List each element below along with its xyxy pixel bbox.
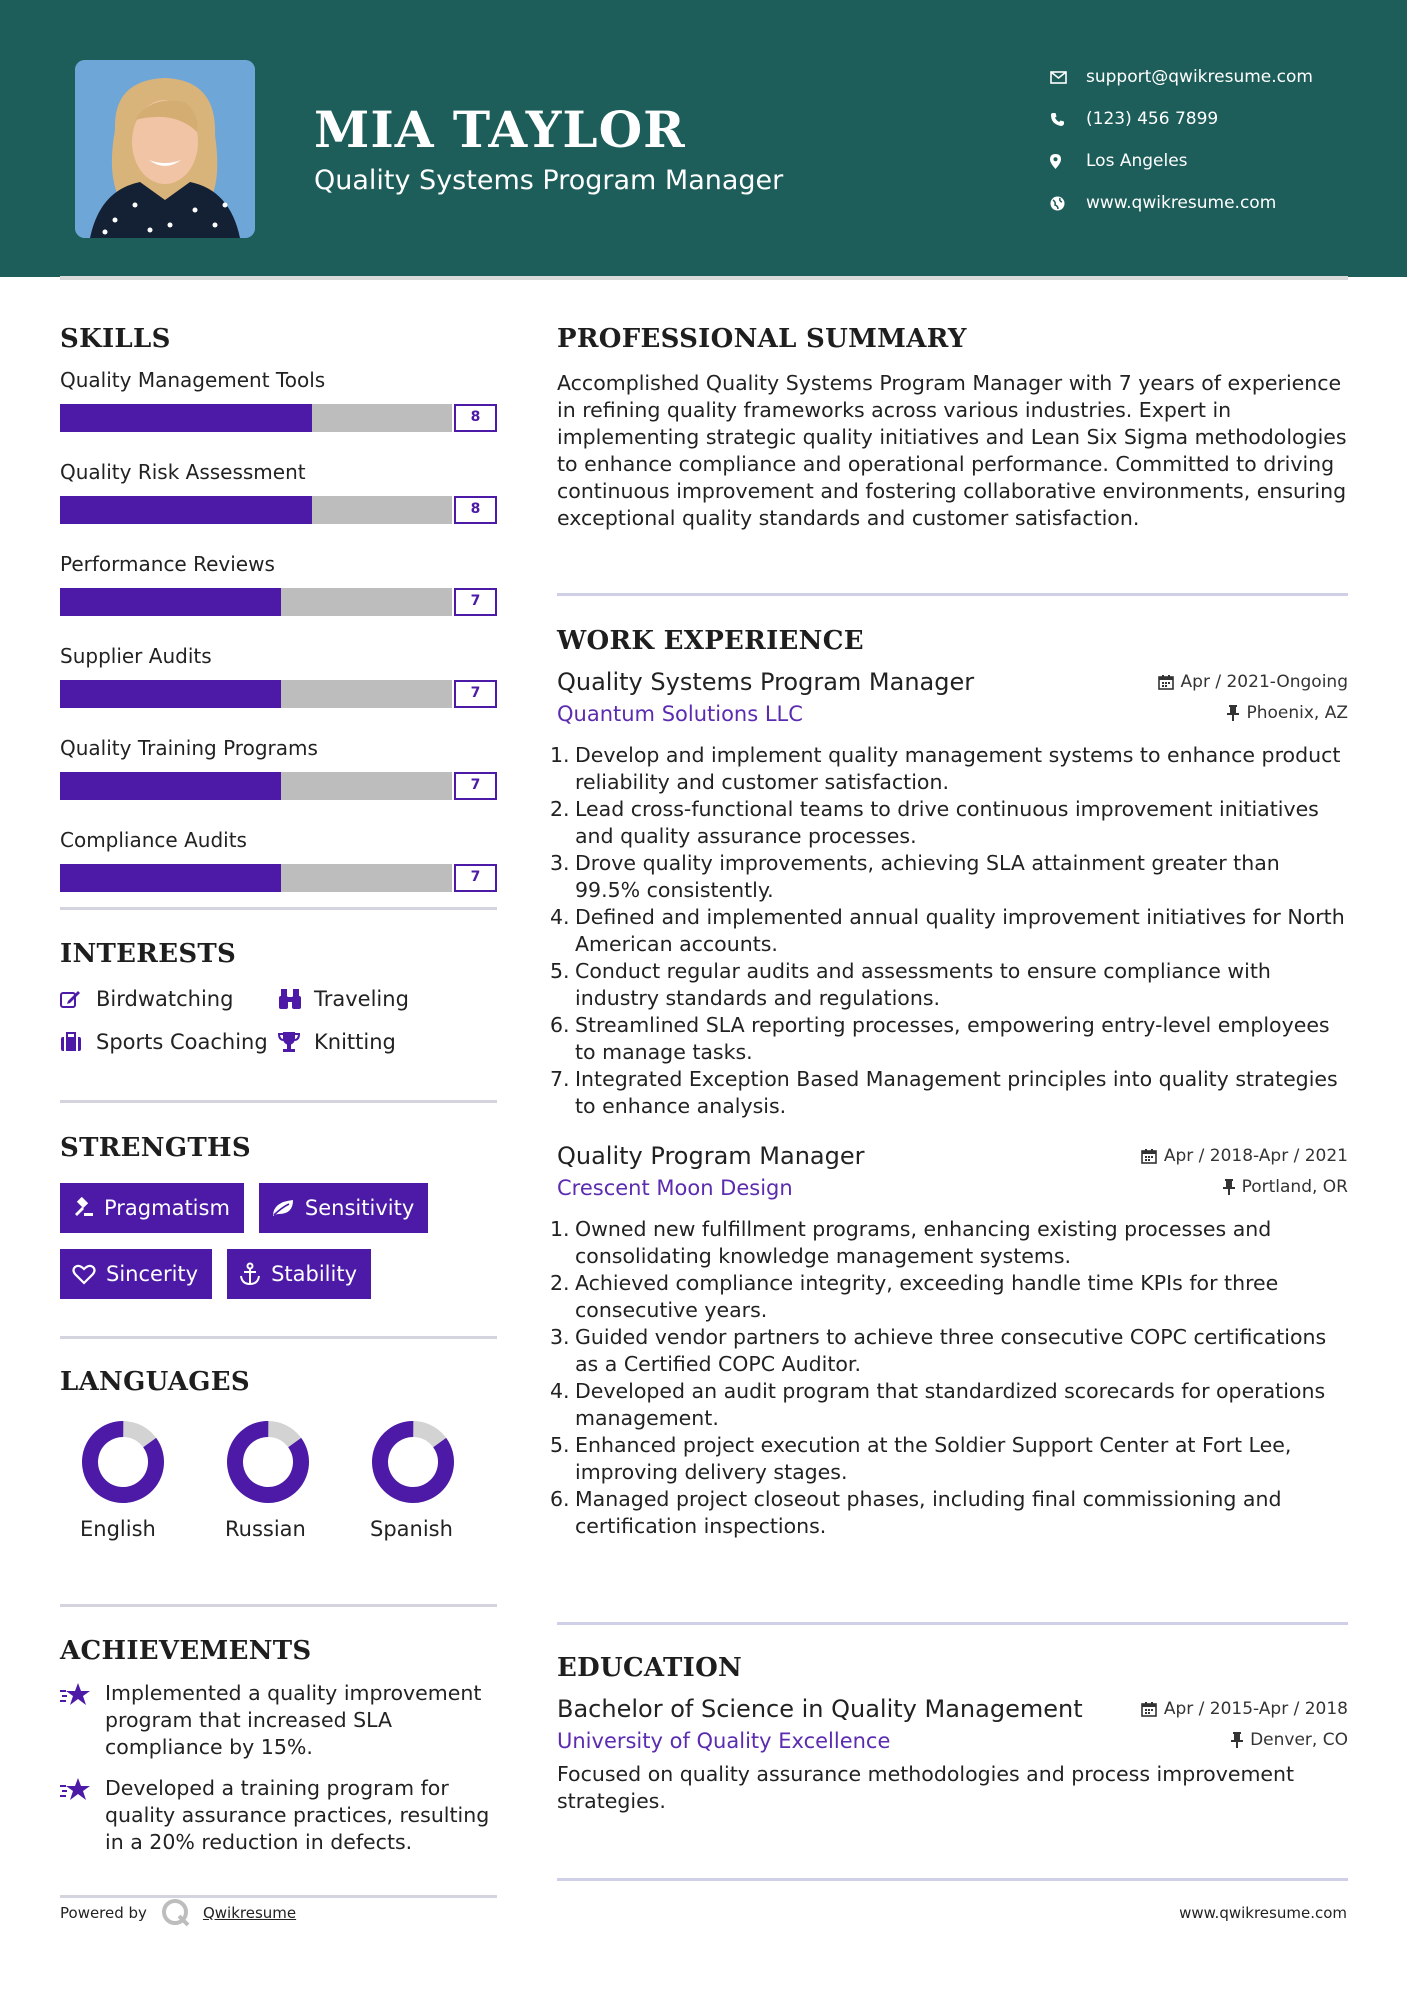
language-item [60,1419,205,1541]
skill-bar-fill [60,772,281,800]
language-item [350,1419,495,1541]
skill-bar [60,772,497,800]
job-role: Quality Program Manager [557,1142,865,1170]
interest-label: Sports Coaching [96,1030,268,1054]
job-entry [550,668,1348,1120]
education-dates [1141,1699,1348,1719]
achievements-heading: ACHIEVEMENTS [60,1636,312,1666]
skill-label: Performance Reviews [60,552,275,576]
strength-tag [259,1183,428,1233]
contact-list [1050,56,1370,224]
skill-bar-fill [60,864,281,892]
skill-bar [60,680,497,708]
language-level-arc [225,1419,311,1505]
anchor-icon [239,1262,261,1286]
binoculars-icon [278,988,314,1010]
skill-item [60,644,497,708]
strengths-list [60,1183,497,1299]
skill-bar [60,864,497,892]
calendar-icon [1141,1148,1157,1164]
bullet-text: Managed project closeout phases, including final commissioning and certification inspections. [575,1487,1282,1538]
leaf-icon [271,1198,295,1218]
interests-heading: INTERESTS [60,939,237,969]
summary-heading: PROFESSIONAL SUMMARY [557,324,967,354]
pushpin-icon [1227,705,1239,721]
achievements-section [60,1636,497,1856]
map-pin-icon [1050,154,1086,169]
strength-label: Sincerity [106,1262,199,1286]
strength-label: Stability [271,1262,358,1286]
job-company: Crescent Moon Design [557,1176,793,1200]
star-badge-icon [60,1775,105,1856]
language-level-arc [370,1419,456,1505]
trophy-icon [278,1031,314,1053]
bullet-item: 1. Develop and implement quality management systems to enhance product reliability and customer satisfaction. [557,742,1348,796]
skill-item [60,736,497,800]
bullet-text: Streamlined SLA reporting processes, empowering entry-level employees to manage tasks. [575,1013,1330,1064]
contact-website-text: www.qwikresume.com [1086,193,1277,213]
heart-icon [72,1264,96,1285]
job-location-text: Phoenix, AZ [1246,703,1348,723]
skill-score-badge: 7 [454,864,497,892]
skill-label: Quality Management Tools [60,368,326,392]
language-donut [80,1419,166,1505]
bullet-text: Integrated Exception Based Management principles into quality strategies to enhance analysis. [575,1067,1338,1118]
contact-phone-text: (123) 456 7899 [1086,109,1219,129]
bullet-text: Guided vendor partners to achieve three consecutive COPC certifications as a Certified COPC Auditor. [575,1325,1327,1376]
strength-label: Pragmatism [104,1196,230,1220]
skill-bar-fill [60,588,281,616]
education-location [1231,1730,1348,1750]
skill-score-badge: 8 [454,496,497,524]
phone-icon [1050,112,1086,127]
bullet-text: Develop and implement quality management systems to enhance product reliability and customer satisfaction. [575,743,1341,794]
bullet-text: Developed an audit program that standardized scorecards for operations management. [575,1379,1326,1430]
education-text: Focused on quality assurance methodologies and process improvement strategies. [557,1762,1295,1813]
bullet-item: 3. Guided vendor partners to achieve three consecutive COPC certifications as a Certified COPC Auditor. [557,1324,1348,1378]
language-label: English [80,1517,156,1541]
bullet-item: 2. Lead cross-functional teams to drive continuous improvement initiatives and quality assurance processes. [557,796,1348,850]
skill-bar-fill [60,680,281,708]
left-divider [60,1336,497,1339]
bullet-text: Drove quality improvements, achieving SLA attainment greater than 99.5% consistently. [575,851,1280,902]
envelope-icon [1050,71,1086,84]
education-section [557,1653,1348,1815]
interest-item [278,1030,498,1054]
education-dates-text: Apr / 2015-Apr / 2018 [1163,1699,1348,1719]
right-divider [557,593,1348,596]
skill-label: Quality Risk Assessment [60,460,306,484]
job-location [1227,703,1348,723]
bullet-item: 2. Achieved compliance integrity, exceeding handle time KPIs for three consecutive years. [557,1270,1348,1324]
left-divider [60,907,497,910]
achievement-text: Developed a training program for quality assurance practices, resulting in a 20% reduction in defects. [105,1776,490,1854]
bullet-item: 6. Managed project closeout phases, including final commissioning and certification inspections. [557,1486,1348,1540]
bullet-text: Lead cross-functional teams to drive continuous improvement initiatives and quality assurance processes. [575,797,1319,848]
job-dates [1141,1146,1348,1166]
education-location-text: Denver, CO [1250,1730,1348,1750]
bullet-item: 4. Developed an audit program that standardized scorecards for operations management. [557,1378,1348,1432]
qwikresume-logo-icon [161,1898,191,1928]
language-label: Spanish [370,1517,453,1541]
skill-score-badge: 7 [454,680,497,708]
experience-section [550,626,1348,1540]
languages-section [60,1367,497,1541]
job-company: Quantum Solutions LLC [557,702,803,726]
summary-text: Accomplished Quality Systems Program Manager with 7 years of experience in refining quality frameworks across various industries. Expert in implementing strategic quality initiatives and Lean Six Sigma methodologies to enhance compliance and operational performance. Committed to driving continuous improvement and fostering collaborative environments, ensuring exceptional quality standards and customer satisfaction. [557,371,1347,530]
job-dates-text: Apr / 2021-Ongoing [1180,672,1348,692]
skills-list [60,368,497,892]
interest-item [278,987,498,1011]
skill-item [60,828,497,892]
footer-website[interactable]: www.qwikresume.com [1179,1904,1347,1922]
bullet-item: 5. Enhanced project execution at the Soldier Support Center at Fort Lee, improving delivery stages. [557,1432,1348,1486]
skill-bar-fill [60,496,312,524]
skill-label: Compliance Audits [60,828,247,852]
skill-bar [60,496,497,524]
interest-label: Traveling [314,987,409,1011]
language-label: Russian [225,1517,306,1541]
skill-label: Quality Training Programs [60,736,318,760]
job-dates [1158,672,1348,692]
strength-tag [227,1249,371,1299]
pushpin-icon [1223,1179,1235,1195]
bullet-text: Owned new fulfillment programs, enhancing existing processes and consolidating knowledge management systems. [575,1217,1272,1268]
job-entry [550,1142,1348,1540]
bullet-item: 3. Drove quality improvements, achieving SLA attainment greater than 99.5% consistently. [557,850,1348,904]
skill-item [60,552,497,616]
strengths-section [60,1133,497,1299]
achievement-item [60,1680,497,1761]
pencil-square-icon [60,989,96,1009]
strength-label: Sensitivity [304,1196,415,1220]
strengths-heading: STRENGTHS [60,1133,251,1163]
bullet-text: Defined and implemented annual quality improvement initiatives for North American accounts. [575,905,1345,956]
interest-label: Birdwatching [96,987,234,1011]
skill-bar [60,588,497,616]
contact-email-text: support@qwikresume.com [1086,67,1313,87]
contact-location-text: Los Angeles [1086,151,1188,171]
bullet-item: 7. Integrated Exception Based Management principles into quality strategies to enhance analysis. [557,1066,1348,1120]
right-divider [557,1878,1348,1881]
skill-item [60,460,497,524]
skills-heading: SKILLS [60,324,171,354]
left-divider [60,1100,497,1103]
interests-section [60,939,497,1054]
skill-bar [60,404,497,432]
summary-section [557,324,1348,532]
interest-item [60,1030,278,1054]
interest-item [60,987,278,1011]
bullet-text: Conduct regular audits and assessments to ensure compliance with industry standards and regulations. [575,959,1271,1010]
job-bullets [550,742,1348,1120]
job-location-text: Portland, OR [1241,1177,1348,1197]
strength-tag [60,1249,212,1299]
footer-powered-by [60,1898,296,1928]
left-divider [60,1604,497,1607]
bullet-text: Achieved compliance integrity, exceeding handle time KPIs for three consecutive years. [575,1271,1279,1322]
powered-by-label: Powered by [60,1904,147,1922]
bullet-item: 5. Conduct regular audits and assessments to ensure compliance with industry standards and regulations. [557,958,1348,1012]
skill-item [60,368,497,432]
languages-heading: LANGUAGES [60,1367,250,1397]
resume-header [0,0,1407,277]
education-heading: EDUCATION [557,1653,743,1683]
job-dates-text: Apr / 2018-Apr / 2021 [1163,1146,1348,1166]
job-role: Quality Systems Program Manager [557,668,975,696]
contact-website[interactable] [1050,182,1370,224]
bullet-item: 4. Defined and implemented annual quality improvement initiatives for North American accounts. [557,904,1348,958]
header-divider [60,276,1348,280]
skill-score-badge: 7 [454,588,497,616]
language-donut [225,1419,311,1505]
calendar-icon [1158,674,1174,690]
job-location [1223,1177,1348,1197]
skill-bar-fill [60,404,312,432]
experience-heading: WORK EXPERIENCE [557,626,864,656]
education-school: University of Quality Excellence [557,1729,891,1753]
contact-location [1050,140,1370,182]
achievement-text: Implemented a quality improvement program that increased SLA compliance by 15%. [105,1681,482,1759]
skill-score-badge: 8 [454,404,497,432]
interests-list [60,987,497,1054]
right-divider [557,1622,1348,1625]
strength-tag [60,1183,244,1233]
star-badge-icon [60,1680,105,1761]
languages-list [60,1419,497,1541]
interest-label: Knitting [314,1030,396,1054]
calendar-icon [1141,1701,1157,1717]
contact-email[interactable] [1050,56,1370,98]
education-degree: Bachelor of Science in Quality Management [557,1695,1083,1723]
pushpin-icon [1231,1732,1243,1748]
candidate-title: Quality Systems Program Manager [314,165,784,196]
globe-icon [1050,196,1086,211]
skill-score-badge: 7 [454,772,497,800]
language-item [205,1419,350,1541]
brand-link[interactable]: Qwikresume [202,1904,297,1922]
bullet-item: 6. Streamlined SLA reporting processes, empowering entry-level employees to manage tasks. [557,1012,1348,1066]
candidate-name: MIA TAYLOR [314,100,686,159]
gavel-icon [72,1197,94,1219]
skills-section [60,324,497,920]
language-donut [370,1419,456,1505]
bullet-text: Enhanced project execution at the Soldier Support Center at Fort Lee, improving delivery stages. [575,1433,1292,1484]
language-level-arc [80,1419,166,1505]
profile-photo [75,60,255,238]
bullet-item: 1. Owned new fulfillment programs, enhancing existing processes and consolidating knowledge management systems. [557,1216,1348,1270]
briefcase-icon [60,1032,96,1052]
job-bullets [550,1216,1348,1540]
contact-phone[interactable] [1050,98,1370,140]
achievement-item [60,1775,497,1856]
skill-label: Supplier Audits [60,644,212,668]
